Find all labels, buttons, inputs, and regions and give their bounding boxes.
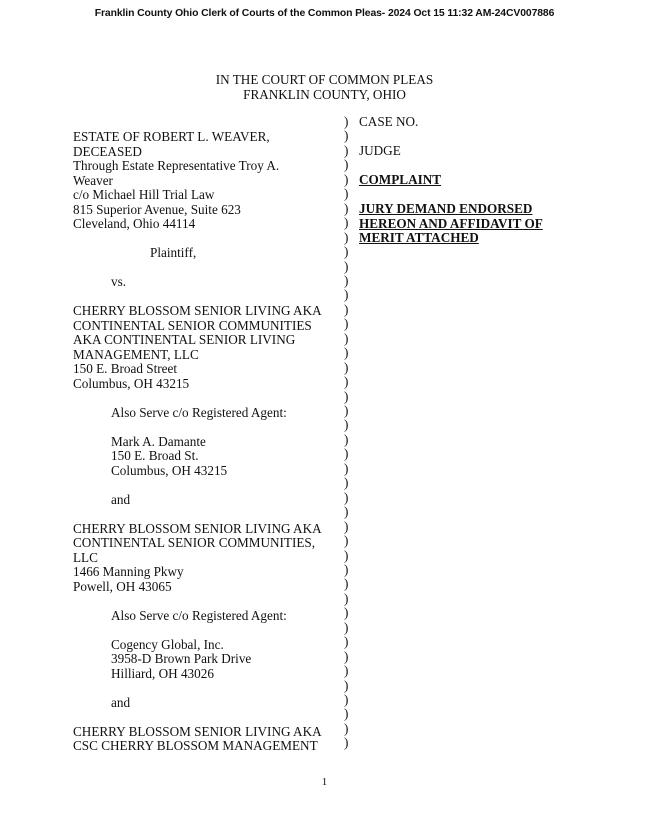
caption-paren: ) (344, 735, 349, 751)
caption-paren: ) (344, 576, 349, 592)
agent-line: Columbus, OH 43215 (111, 462, 228, 478)
plaintiff-line: Through Estate Representative Troy A. (73, 158, 280, 173)
plaintiff-line: ESTATE OF ROBERT L. WEAVER, (73, 129, 270, 144)
caption-paren: ) (344, 648, 349, 664)
defendant-line: CONTINENTAL SENIOR COMMUNITIES, (73, 535, 316, 550)
defendant-line: 1466 Manning Pkwy (73, 564, 184, 579)
court-caption (0, 73, 649, 102)
caption-paren: ) (344, 504, 349, 520)
page-number: 1 (321, 776, 328, 788)
caption-paren: ) (344, 446, 349, 462)
registered-agent-label: Also Serve c/o Registered Agent: (111, 404, 287, 420)
caption-paren: ) (344, 533, 349, 549)
agent-line: Cogency Global, Inc. (111, 636, 224, 652)
caption-paren: ) (344, 475, 349, 491)
and-label: and (111, 694, 131, 710)
defendant-line: CHERRY BLOSSOM SENIOR LIVING AKA (73, 520, 322, 536)
filing-stamp: Franklin County Ohio Clerk of Courts of the Common Pleas- 2024 Oct 15 11:32 AM-24CV007886 (94, 8, 555, 19)
plaintiff-line: Weaver (73, 172, 113, 188)
jury-demand-line: JURY DEMAND ENDORSED (359, 201, 533, 216)
caption-paren: ) (344, 272, 349, 288)
jury-demand-line: MERIT ATTACHED (359, 230, 479, 245)
caption-paren: ) (344, 388, 349, 404)
agent-line: 150 E. Broad St. (111, 448, 199, 463)
caption-paren: ) (344, 186, 349, 202)
plaintiff-line: c/o Michael Hill Trial Law (73, 187, 215, 202)
caption-paren: ) (344, 489, 349, 505)
agent-line: 3958-D Brown Park Drive (111, 651, 252, 666)
court-name: IN THE COURT OF COMMON PLEAS (215, 72, 434, 87)
caption-paren: ) (344, 706, 349, 722)
caption-paren: ) (344, 359, 349, 375)
caption-paren: ) (344, 431, 349, 447)
caption-paren: ) (344, 677, 349, 693)
defendant-line: 150 E. Broad Street (73, 361, 178, 376)
caption-paren: ) (344, 720, 349, 736)
defendant-line: MANAGEMENT, LLC (73, 346, 199, 362)
caption-paren: ) (344, 114, 349, 129)
caption-paren: ) (344, 258, 349, 274)
caption-paren: ) (344, 590, 349, 606)
caption-paren: ) (344, 244, 349, 260)
caption-paren: ) (344, 460, 349, 476)
versus-label: vs. (111, 274, 127, 289)
defendant-line: CONTINENTAL SENIOR COMMUNITIES (73, 317, 312, 333)
plaintiff-line: Cleveland, Ohio 44114 (73, 216, 196, 231)
defendant-line: Powell, OH 43065 (73, 578, 172, 594)
caption-paren: ) (344, 229, 349, 245)
caption-paren: ) (344, 561, 349, 577)
caption-paren: ) (344, 128, 349, 144)
caption-paren: ) (344, 403, 349, 418)
caption-paren: ) (344, 157, 349, 173)
caption-paren: ) (344, 663, 349, 679)
defendant-line: CHERRY BLOSSOM SENIOR LIVING AKA (73, 723, 322, 739)
caption-paren: ) (344, 692, 349, 707)
jury-demand-line: HEREON AND AFFIDAVIT OF (359, 215, 543, 231)
caption-paren: ) (344, 200, 349, 216)
plaintiff-label: Plaintiff, (150, 245, 197, 260)
caption-paren: ) (344, 619, 349, 635)
judge-label: JUDGE (359, 143, 401, 158)
caption-paren: ) (344, 518, 349, 534)
case-number-label: CASE NO. (359, 114, 419, 129)
caption-paren: ) (344, 345, 349, 361)
caption-paren: ) (344, 634, 349, 650)
caption-paren: ) (344, 316, 349, 332)
agent-line: Mark A. Damante (111, 433, 206, 449)
agent-line: Hilliard, OH 43026 (111, 665, 214, 681)
defendant-line: Columbus, OH 43215 (73, 375, 190, 391)
caption-paren: ) (344, 301, 349, 317)
caption-paren: ) (344, 417, 349, 433)
caption-paren: ) (344, 171, 349, 187)
caption-paren: ) (344, 215, 349, 231)
defendant-line: CHERRY BLOSSOM SENIOR LIVING AKA (73, 303, 322, 318)
complaint-title: COMPLAINT (359, 172, 442, 187)
caption-paren: ) (344, 547, 349, 563)
caption-paren: ) (344, 605, 349, 621)
caption-paren: ) (344, 142, 349, 158)
caption-paren: ) (344, 330, 349, 346)
caption-paren: ) (344, 374, 349, 390)
registered-agent-label: Also Serve c/o Registered Agent: (111, 607, 287, 623)
defendant-line: AKA CONTINENTAL SENIOR LIVING (73, 332, 296, 347)
and-label: and (111, 491, 131, 507)
plaintiff-line: 815 Superior Avenue, Suite 623 (73, 201, 241, 217)
court-county: FRANKLIN COUNTY, OHIO (243, 86, 406, 102)
defendant-line: CSC CHERRY BLOSSOM MANAGEMENT (73, 738, 318, 753)
plaintiff-line: DECEASED (73, 143, 142, 159)
defendant-line: LLC (73, 549, 98, 565)
caption-paren: ) (344, 287, 349, 303)
